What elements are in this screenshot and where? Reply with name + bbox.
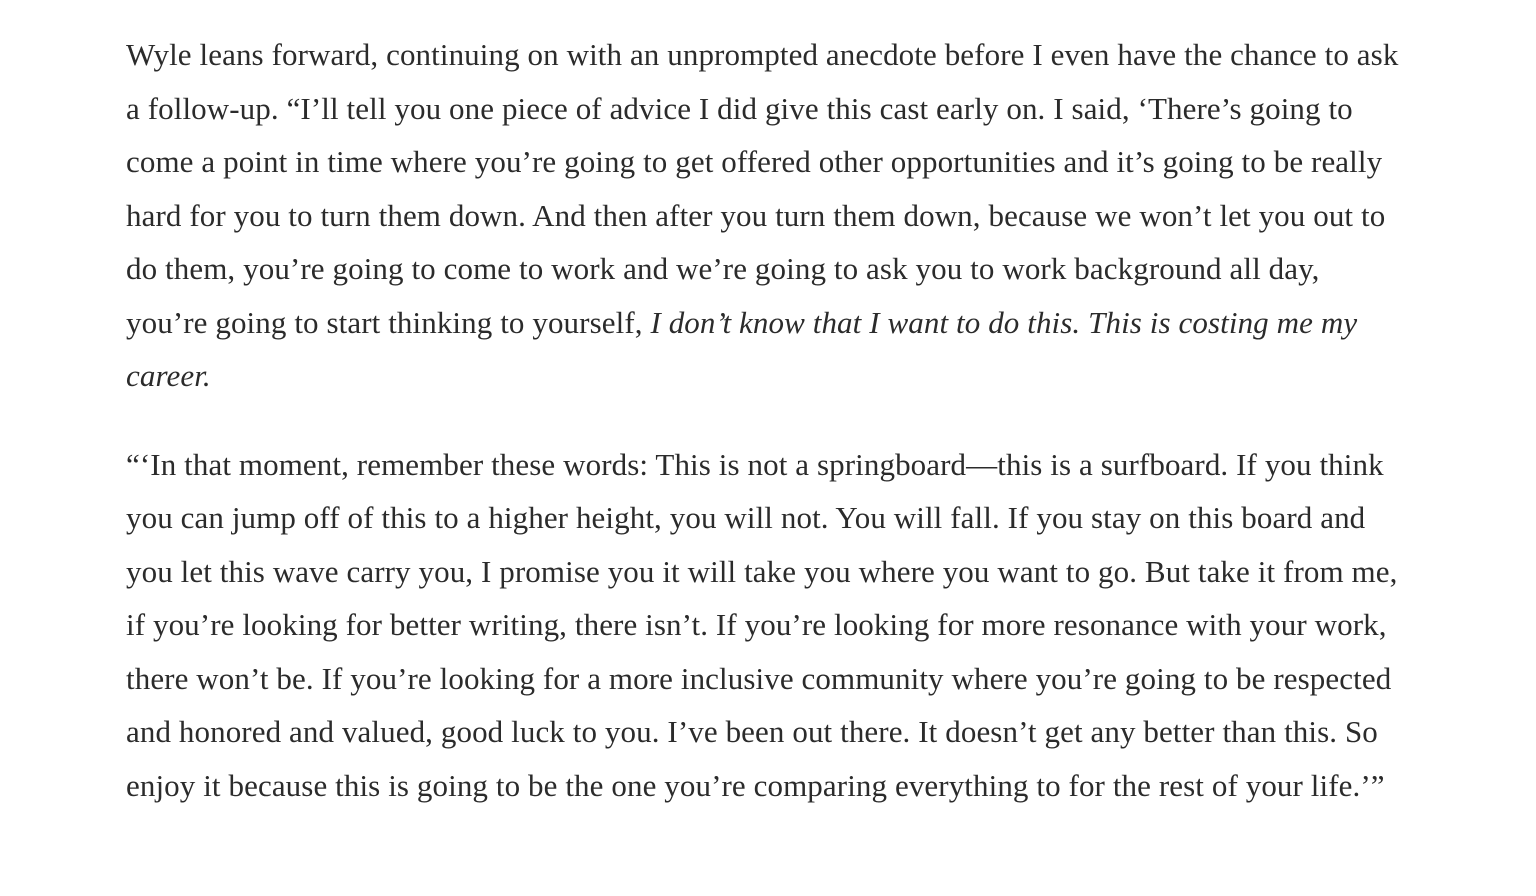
paragraph-1-italic-thought: I don’t know that I want to do this. This is costing me my career. <box>126 304 1358 393</box>
paragraph-2 <box>126 438 1406 813</box>
paragraph-2-text: “‘In that moment, remember these words: This is not a springboard—this is a surfboard. If you think you can jump off of this to a higher height, you will not. You will fall. If you stay on this board and you let this wave carry you, I promise you it will take you where you want to go. But take it from me, if you’re looking for better writing, there isn’t. If you’re looking for more resonance with your work, there won’t be. If you’re looking for a more inclusive community where you’re going to be respected and honored and valued, good luck to you. I’ve been out there. It doesn’t get any better than this. So enjoy it because this is going to be the one you’re comparing everything to for the rest of your life.’” <box>126 446 1398 803</box>
paragraph-1-text: Wyle leans forward, continuing on with an unprompted anecdote before I even have the chance to ask a follow-up. “I’ll tell you one piece of advice I did give this cast early on. I said, ‘There’s going to come a point in time where you’re going to get offered other opportunities and it’s going to be really hard for you to turn them down. And then after you turn them down, because we won’t let you out to do them, you’re going to come to work and we’re going to ask you to work background all day, you’re going to start thinking to yourself, <box>126 37 1399 340</box>
paragraph-1 <box>126 28 1406 403</box>
